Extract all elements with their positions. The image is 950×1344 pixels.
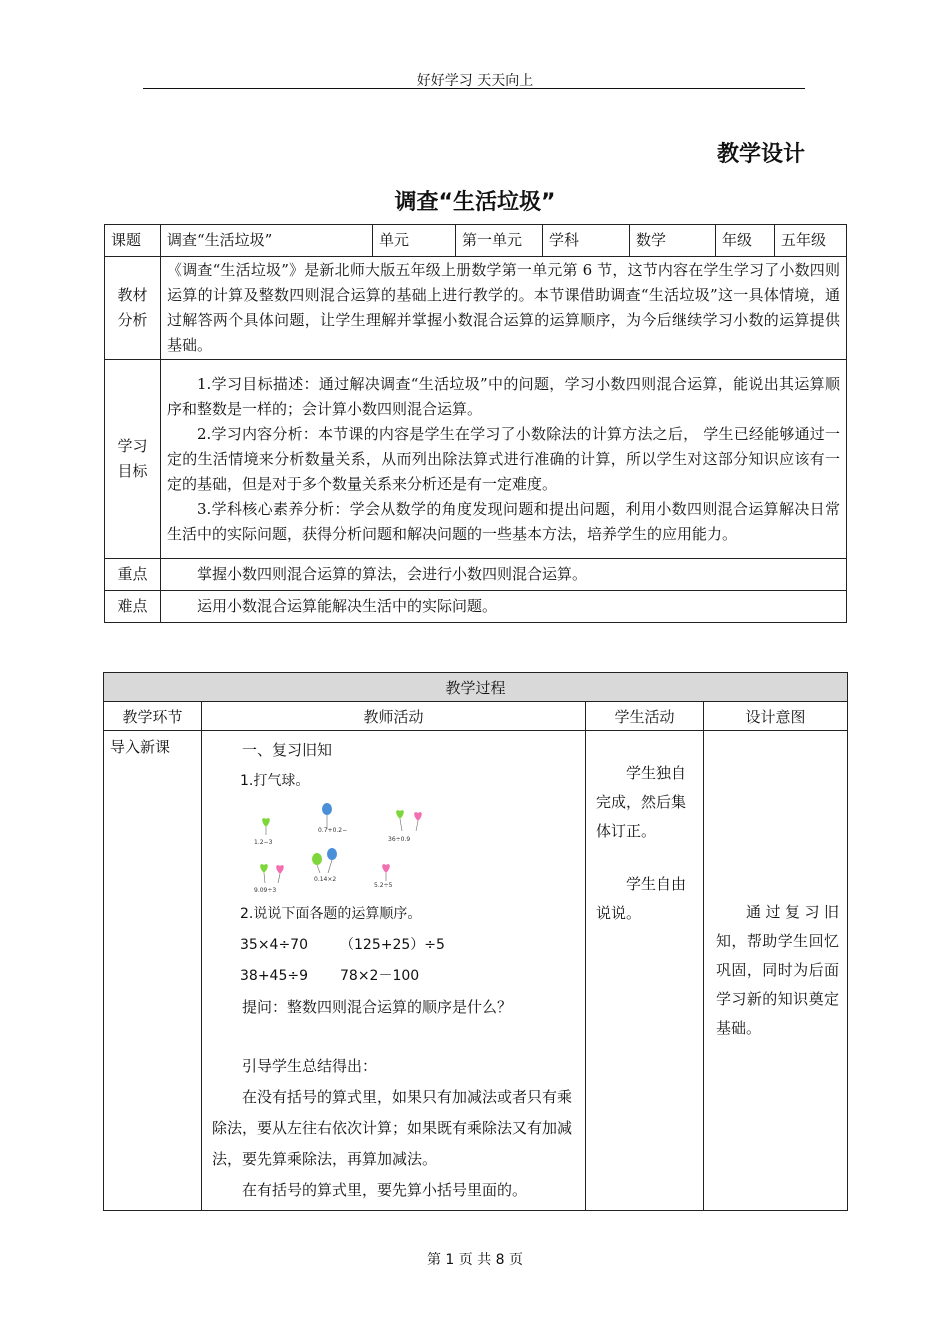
subject-value: 数学 (630, 225, 716, 257)
review-heading: 一、复习旧知 (242, 741, 333, 759)
label-key-point: 重点 (105, 559, 161, 591)
header-rule (143, 88, 805, 89)
design-intent-cell (704, 731, 848, 1211)
label-analysis-line2: 分析 (117, 311, 148, 329)
goal-item: 1.学习目标描述：通过解决调查“生活垃圾”中的问题，学习小数四则混合运算，能说出其运算顺序和整数是一样的；会计算小数四则混合运算。 (167, 374, 840, 418)
difficulty-cell (161, 591, 847, 623)
rule2-text: 在有括号的算式里，要先算小括号里面的。 (242, 1181, 528, 1199)
student-activity-cell (586, 731, 704, 1211)
balloon-label: 5.2÷5 (374, 882, 393, 889)
question-text: 提问：整数四则混合运算的顺序是什么？ (242, 998, 513, 1016)
student-line-1: 学生独自完成，然后集体订正。 (596, 764, 687, 840)
label-goals (105, 360, 161, 559)
goal-item: 3.学科核心素养分析：学会从数学的角度发现问题和提出问题，利用小数四则混合运算解决日常生活中的实际问题，获得分析问题和解决问题的一些基本方法，培养学生的应用能力。 (167, 499, 840, 543)
info-row-key-point (105, 559, 847, 591)
expr-line-2 (212, 961, 575, 992)
info-row-goals (105, 360, 847, 559)
balloon-label: 0.7+0.2− (318, 827, 348, 834)
page-footer: 第 1 页 共 8 页 (426, 1252, 524, 1268)
expr: 78×2－100 (340, 968, 420, 984)
blank-line (596, 846, 695, 870)
balloons-illustration (242, 799, 472, 895)
balloon-blue-icon (327, 848, 337, 873)
label-unit: 单元 (373, 225, 456, 257)
page-header: 好好学习 天天向上 (416, 73, 534, 89)
expr: 38+45÷9 (240, 968, 308, 984)
header-stage: 教学环节 (104, 702, 202, 731)
balloon-green-icon (260, 864, 268, 883)
label-topic: 课题 (105, 225, 161, 257)
balloon-label: 9.09÷3 (254, 887, 277, 894)
goal-item: 2.学习内容分析：本节课的内容是学生在学习了小数除法的计算方法之后， 学生已经能够通过一定的生活情境来分析数量关系，从而列出除法算式进行准确的计算，所以学生对这部分知识应该有一定的基础，但是对于多个数量关系来分析还是有一定难度。 (167, 424, 840, 493)
document-type: 教学设计 (716, 142, 805, 167)
key-point-text: 掌握小数四则混合运算的算法，会进行小数四则混合运算。 (197, 565, 588, 583)
key-point-cell (161, 559, 847, 591)
document-title: 调查“生活垃圾” (394, 190, 556, 215)
balloon-figure (212, 799, 575, 895)
student-line-2: 学生自由说说。 (596, 875, 687, 922)
label-analysis-line1: 教材 (117, 286, 148, 304)
info-row-topic (105, 225, 847, 257)
balloon-green-icon (262, 818, 270, 835)
label-subject: 学科 (543, 225, 630, 257)
teacher-activity-cell (202, 731, 586, 1211)
balloon-pink-icon (414, 812, 422, 831)
expr-line-1 (212, 930, 575, 961)
goals-cell (161, 360, 847, 559)
guide-text: 引导学生总结得出： (242, 1057, 378, 1075)
info-row-analysis (105, 257, 847, 360)
expr: 35×4÷70 (240, 937, 308, 953)
balloon-label: 1.2−3 (254, 839, 273, 846)
label-difficulty: 难点 (105, 591, 161, 623)
balloon-label: 36÷0.9 (388, 836, 411, 843)
design-text: 通过复习旧知，帮助学生回忆巩固，同时为后面学习新的知识奠定基础。 (716, 903, 840, 1037)
topic-value: 调查“生活垃圾” (161, 225, 373, 257)
header-teacher: 教师活动 (202, 702, 586, 731)
item2-text: 2.说说下面各题的运算顺序。 (240, 906, 422, 922)
process-title: 教学过程 (104, 673, 848, 702)
label-goals-line1: 学习 (117, 437, 148, 455)
teaching-process-table (103, 672, 848, 1211)
expr: （125+25）÷5 (340, 937, 445, 953)
analysis-cell (161, 257, 847, 360)
balloon-pink-icon (382, 864, 390, 881)
header-design: 设计意图 (704, 702, 848, 731)
grade-value: 五年级 (775, 225, 847, 257)
analysis-text: 《调查“生活垃圾”》是新北师大版五年级上册数学第一单元第 6 节，这节内容在学生学习了小数四则运算的计算及整数四则混合运算的基础上进行教学的。本节课借助调查“生活垃圾”这一具体情境，通过解答两个具体问题，让学生理解并掌握小数混合运算的运算顺序，为今后继续学习小数的运算提供基础。 (167, 261, 840, 354)
header-student: 学生活动 (586, 702, 704, 731)
balloon-label: 0.14×2 (314, 876, 337, 883)
process-header-row (104, 702, 848, 731)
stage-cell: 导入新课 (104, 731, 202, 1211)
lesson-info-table (104, 224, 847, 623)
process-row-intro (104, 731, 848, 1211)
balloon-blue-icon (322, 803, 332, 829)
label-goals-line2: 目标 (117, 462, 148, 480)
rule1-text: 在没有括号的算式里，如果只有加减法或者只有乘除法，要从左往右依次计算；如果既有乘除法又有加减法，要先算乘除法，再算加减法。 (212, 1088, 573, 1168)
balloon-green-icon (312, 853, 322, 873)
label-analysis (105, 257, 161, 360)
balloon-green-icon (396, 810, 404, 831)
info-row-difficulty (105, 591, 847, 623)
label-grade: 年级 (716, 225, 775, 257)
item1-text: 1.打气球。 (240, 773, 310, 789)
unit-value: 第一单元 (456, 225, 543, 257)
balloon-pink-icon (276, 865, 284, 883)
difficulty-text: 运用小数混合运算能解决生活中的实际问题。 (197, 597, 498, 615)
blank-line (212, 1023, 575, 1051)
